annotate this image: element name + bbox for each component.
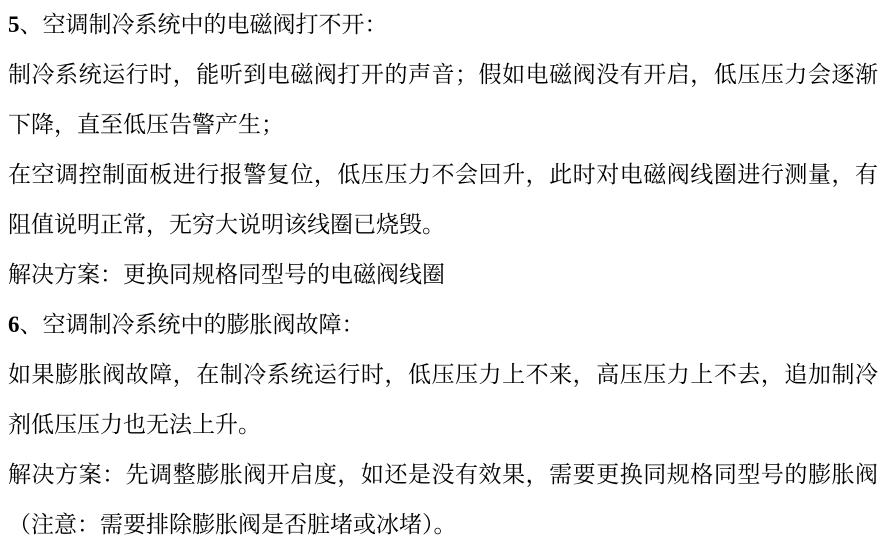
text-line [8,350,878,400]
text-line [8,400,878,450]
line-text: （注意：需要排除膨胀阀是否脏堵或冰堵）。 [8,512,457,537]
line-text: 解决方案：先调整膨胀阀开启度，如还是没有效果，需要更换同规格同型号的膨胀阀 [8,462,878,487]
section-heading-5 [8,0,878,50]
text-line [8,50,878,100]
heading-text: 、空调制冷系统中的电磁阀打不开： [19,12,388,37]
heading-number: 6 [8,312,20,337]
heading-number: 5 [8,12,20,37]
line-text: 制冷系统运行时，能听到电磁阀打开的声音；假如电磁阀没有开启，低压压力会逐渐 [8,62,878,87]
solution-line [8,250,878,300]
heading-text: 、空调制冷系统中的膨胀阀故障： [19,312,365,337]
solution-line [8,450,878,500]
line-text: 阻值说明正常，无穷大说明该线圈已烧毁。 [8,212,445,237]
text-line [8,200,878,250]
line-text: 解决方案：更换同规格同型号的电磁阀线圈 [8,262,445,287]
text-line [8,150,878,200]
line-text: 在空调控制面板进行报警复位，低压压力不会回升，此时对电磁阀线圈进行测量，有 [8,162,878,187]
line-text: 剂低压压力也无法上升。 [8,412,261,437]
line-text: 如果膨胀阀故障，在制冷系统运行时，低压压力上不来，高压压力上不去，追加制冷 [8,362,878,387]
line-text: 下降，直至低压告警产生； [8,112,284,137]
section-heading-6 [8,300,878,350]
note-line [8,500,878,550]
text-line [8,100,878,150]
